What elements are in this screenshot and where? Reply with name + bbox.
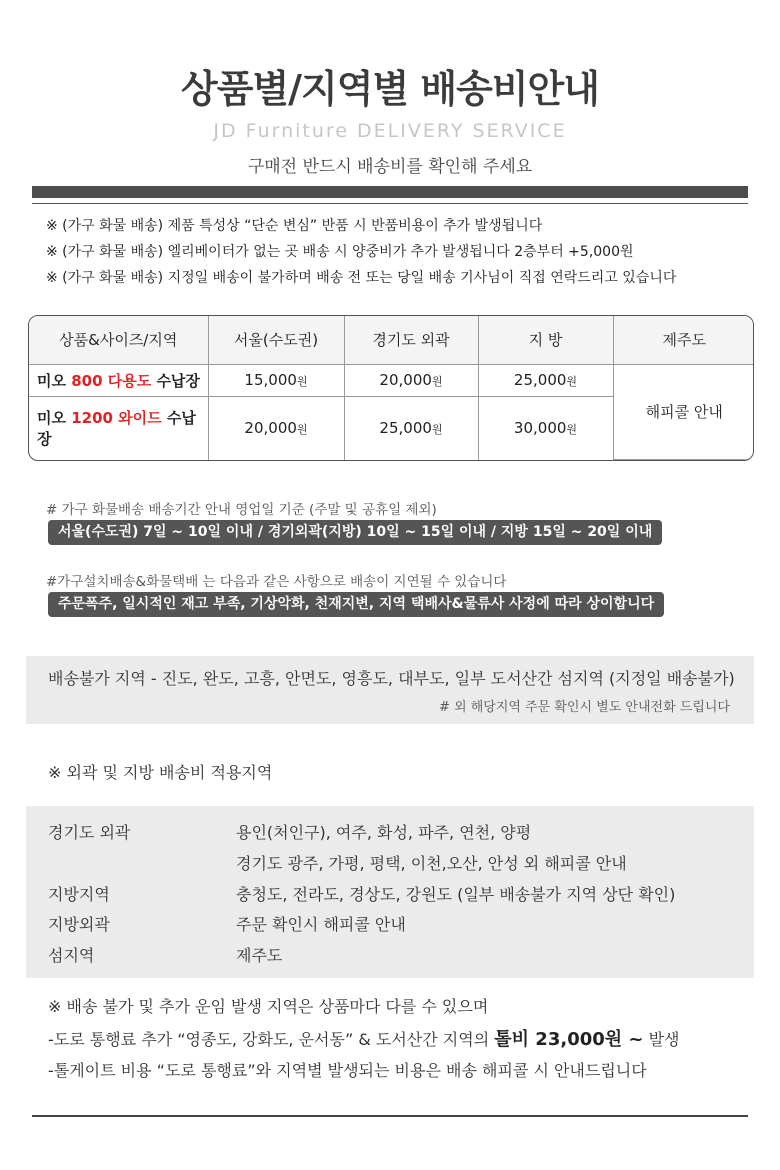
- footer-toll-note: -도로 통행료 추가 “영종도, 강화도, 운서동” & 도서산간 지역의 톨비 23,000원 ~ 발생: [48, 1029, 680, 1050]
- header-divider-thin: [32, 203, 748, 204]
- table-header: 서울(수도권): [208, 316, 344, 364]
- no-delivery-areas: 배송불가 지역 - 진도, 완도, 고흥, 안면도, 영흥도, 대부도, 일부 도서산간 섬지역 (지정일 배송불가): [48, 669, 735, 688]
- area-label: 지방지역: [48, 885, 110, 904]
- table-header-row: [29, 316, 754, 364]
- price-cell: 20,000원: [208, 397, 344, 460]
- table-header: 상품&사이즈/지역: [29, 316, 208, 364]
- delay-note: #가구설치배송&화물택배 는 다음과 같은 사항으로 배송이 지연될 수 있습니다: [46, 574, 507, 590]
- area-label: 경기도 외곽: [48, 823, 131, 842]
- area-value: 주문 확인시 해피콜 안내: [236, 915, 406, 934]
- price-cell: 30,000원: [478, 397, 613, 460]
- area-section-title: ※ 외곽 및 지방 배송비 적용지역: [48, 763, 273, 782]
- notice-item: ※ (가구 화물 배송) 지정일 배송이 불가하며 배송 전 또는 당일 배송 기사님이 직접 연락드리고 있습니다: [46, 270, 677, 286]
- notice-item: ※ (가구 화물 배송) 엘리베이터가 없는 곳 배송 시 양중비가 추가 발생됩니다 2층부터 +5,000원: [46, 244, 634, 260]
- footer-note: ※ 배송 불가 및 추가 운임 발생 지역은 상품마다 다를 수 있으며: [48, 997, 489, 1016]
- area-label: 지방외곽: [48, 915, 110, 934]
- bottom-divider: [32, 1115, 748, 1117]
- jeju-happycall-cell: 해피콜 안내: [613, 364, 754, 460]
- shipping-price-table: [28, 315, 754, 461]
- price-cell: 25,000원: [344, 397, 478, 460]
- no-delivery-box: [26, 656, 754, 724]
- table-header: 지 방: [478, 316, 613, 364]
- price-cell: 20,000원: [344, 364, 478, 397]
- footer-tollgate-note: -톨게이트 비용 “도로 통행료”와 지역별 발생되는 비용은 배송 해피콜 시 안내드립니다: [48, 1061, 647, 1080]
- delivery-period-note: # 가구 화물배송 배송기간 안내 영업일 기준 (주말 및 공휴일 제외): [46, 502, 437, 518]
- price-cell: 25,000원: [478, 364, 613, 397]
- table-header: 경기도 외곽: [344, 316, 478, 364]
- notice-item: ※ (가구 화물 배송) 제품 특성상 “단순 변심” 반품 시 반품비용이 추가 발생됩니다: [46, 218, 543, 234]
- area-value: 충청도, 전라도, 경상도, 강원도 (일부 배송불가 지역 상단 확인): [236, 885, 676, 904]
- no-delivery-note: # 외 해당지역 주문 확인시 별도 안내전화 드립니다: [439, 700, 730, 715]
- page-description: 구매전 반드시 배송비를 확인해 주세요: [247, 157, 533, 177]
- delay-reasons-badge: 주문폭주, 일시적인 재고 부족, 기상악화, 천재지변, 지역 택배사&물류사 사정에 따라 상이합니다: [48, 592, 664, 617]
- page-subtitle: JD Furniture DELIVERY SERVICE: [213, 120, 567, 142]
- area-list-box: [26, 806, 754, 978]
- product-name: 미오 800 다용도 수납장: [29, 364, 208, 397]
- price-cell: 15,000원: [208, 364, 344, 397]
- page-title: 상품별/지역별 배송비안내: [181, 67, 599, 111]
- header-divider-thick: [32, 186, 748, 198]
- product-name: 미오 1200 와이드 수납장: [29, 397, 208, 460]
- area-value: 경기도 광주, 가평, 평택, 이천,오산, 안성 외 해피콜 안내: [236, 854, 627, 873]
- notice-list: [46, 216, 746, 294]
- table-header: 제주도: [613, 316, 754, 364]
- delivery-period-badge: 서울(수도권) 7일 ~ 10일 이내 / 경기외곽(지방) 10일 ~ 15일 이내 / 지방 15일 ~ 20일 이내: [48, 520, 662, 545]
- area-value: 용인(처인구), 여주, 화성, 파주, 연천, 양평: [236, 823, 532, 842]
- area-label: 섬지역: [48, 946, 95, 965]
- area-value: 제주도: [236, 946, 283, 965]
- table-row: [29, 364, 754, 397]
